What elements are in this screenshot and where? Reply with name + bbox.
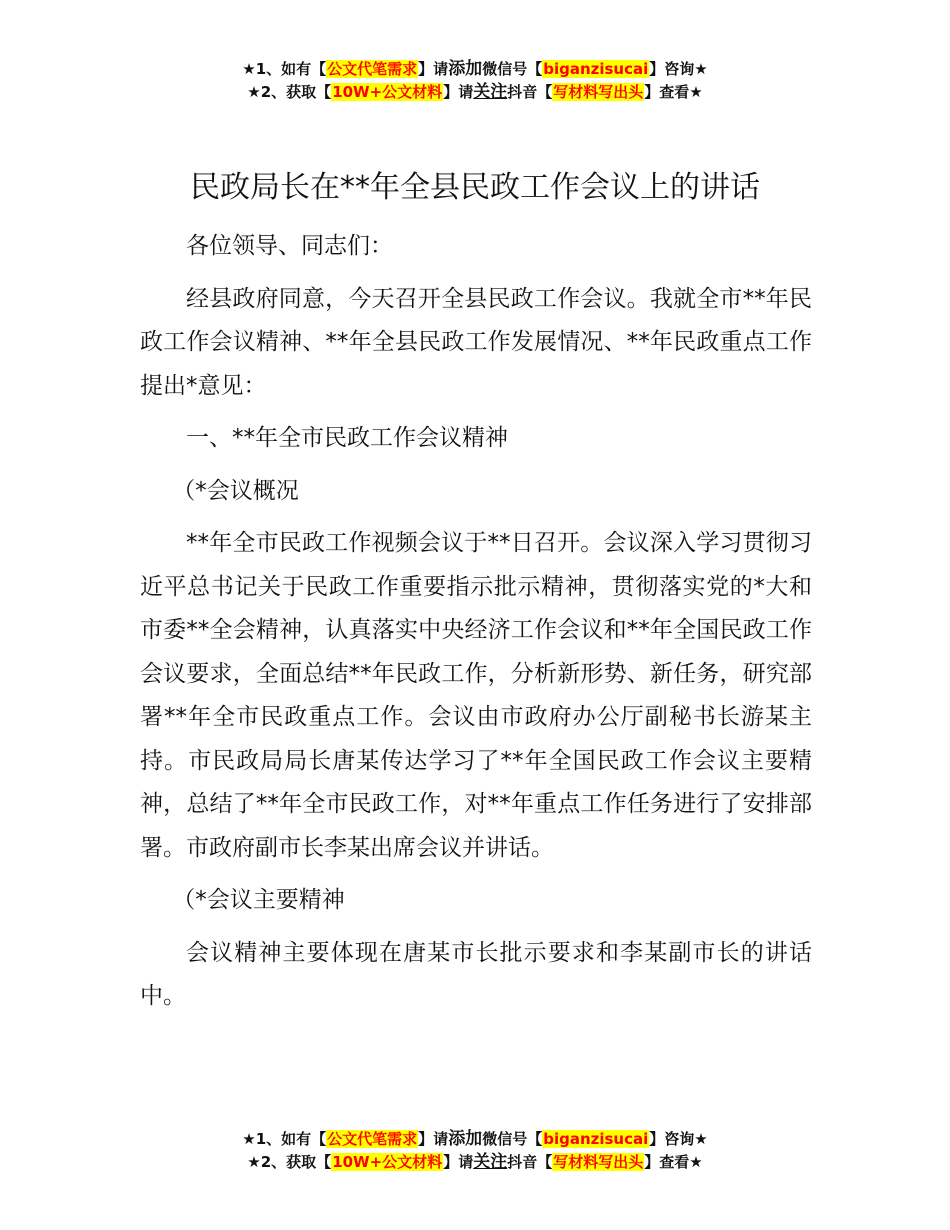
document-body <box>140 225 812 1028</box>
banner-line-1 <box>0 58 950 81</box>
banner-text: ★2、获取【 <box>247 1153 332 1171</box>
subsection-heading: （*会议主要精神 <box>172 887 345 913</box>
banner-text: 微信号【 <box>482 60 543 78</box>
banner-highlight: 公文代笔需求 <box>327 1130 418 1148</box>
banner-text: 】请 <box>418 1130 449 1148</box>
banner-douyin-id: 写材料写出头 <box>553 83 644 101</box>
banner-text: ★1、如有【 <box>242 1130 327 1148</box>
banner-text: 】请 <box>443 83 474 101</box>
paragraph: 经县政府同意，今天召开全县民政工作会议。我就全市**年民政工作会议精神、**年全县民政工作发展情况、**年民政重点工作提出*意见： <box>140 285 812 399</box>
banner-highlight: 公文代笔需求 <box>327 60 418 78</box>
banner-emphasis: 关注 <box>473 82 508 102</box>
greeting: 各位领导、同志们： <box>186 233 393 259</box>
header-banner <box>0 58 950 104</box>
banner-highlight: 10W+公文材料 <box>332 83 443 101</box>
banner-wechat-id: biganzisucai <box>543 1130 649 1148</box>
banner-text: 】咨询★ <box>649 60 708 78</box>
banner-text: 】查看★ <box>644 1153 703 1171</box>
banner-line-2 <box>0 81 950 104</box>
banner-text: 】咨询★ <box>649 1130 708 1148</box>
banner-emphasis: 关注 <box>473 1152 508 1172</box>
banner-line-2 <box>0 1151 950 1174</box>
banner-text: 抖音【 <box>507 83 553 101</box>
banner-text: 抖音【 <box>507 1153 553 1171</box>
banner-text: 】查看★ <box>644 83 703 101</box>
subsection-heading: （*会议概况 <box>172 477 299 504</box>
banner-line-1 <box>0 1128 950 1151</box>
paragraph: 会议精神主要体现在唐某市长批示要求和李某副市长的讲话中。 <box>140 939 812 1009</box>
footer-banner <box>0 1128 950 1174</box>
banner-highlight: 10W+公文材料 <box>332 1153 443 1171</box>
banner-text: ★1、如有【 <box>242 60 327 78</box>
section-heading: 一、**年全市民政工作会议精神 <box>186 425 508 451</box>
banner-text: 】请 <box>443 1153 474 1171</box>
paragraph: **年全市民政工作视频会议于**日召开。会议深入学习贯彻习近平总书记关于民政工作重要指示批示精神，贯彻落实党的*大和市委**全会精神，认真落实中央经济工作会议和**年全国民政工作会议要求，全面总结**年民政工作，分析新形势、新任务，研究部署**年全市民政重点工作。会议由市政府办公厅副秘书长游某主持。市民政局局长唐某传达学习了**年全国民政工作会议主要精神，总结了**年全市民政工作，对**年重点工作任务进行了安排部署。市政府副市长李某出席会议并讲话。 <box>140 530 812 861</box>
banner-text: 微信号【 <box>482 1130 543 1148</box>
banner-emphasis: 添加 <box>448 59 483 79</box>
banner-text: ★2、获取【 <box>247 83 332 101</box>
banner-text: 】请 <box>418 60 449 78</box>
document-title: 民政局长在**年全县民政工作会议上的讲话 <box>190 170 760 205</box>
banner-douyin-id: 写材料写出头 <box>553 1153 644 1171</box>
banner-emphasis: 添加 <box>448 1129 483 1149</box>
banner-wechat-id: biganzisucai <box>543 60 649 78</box>
